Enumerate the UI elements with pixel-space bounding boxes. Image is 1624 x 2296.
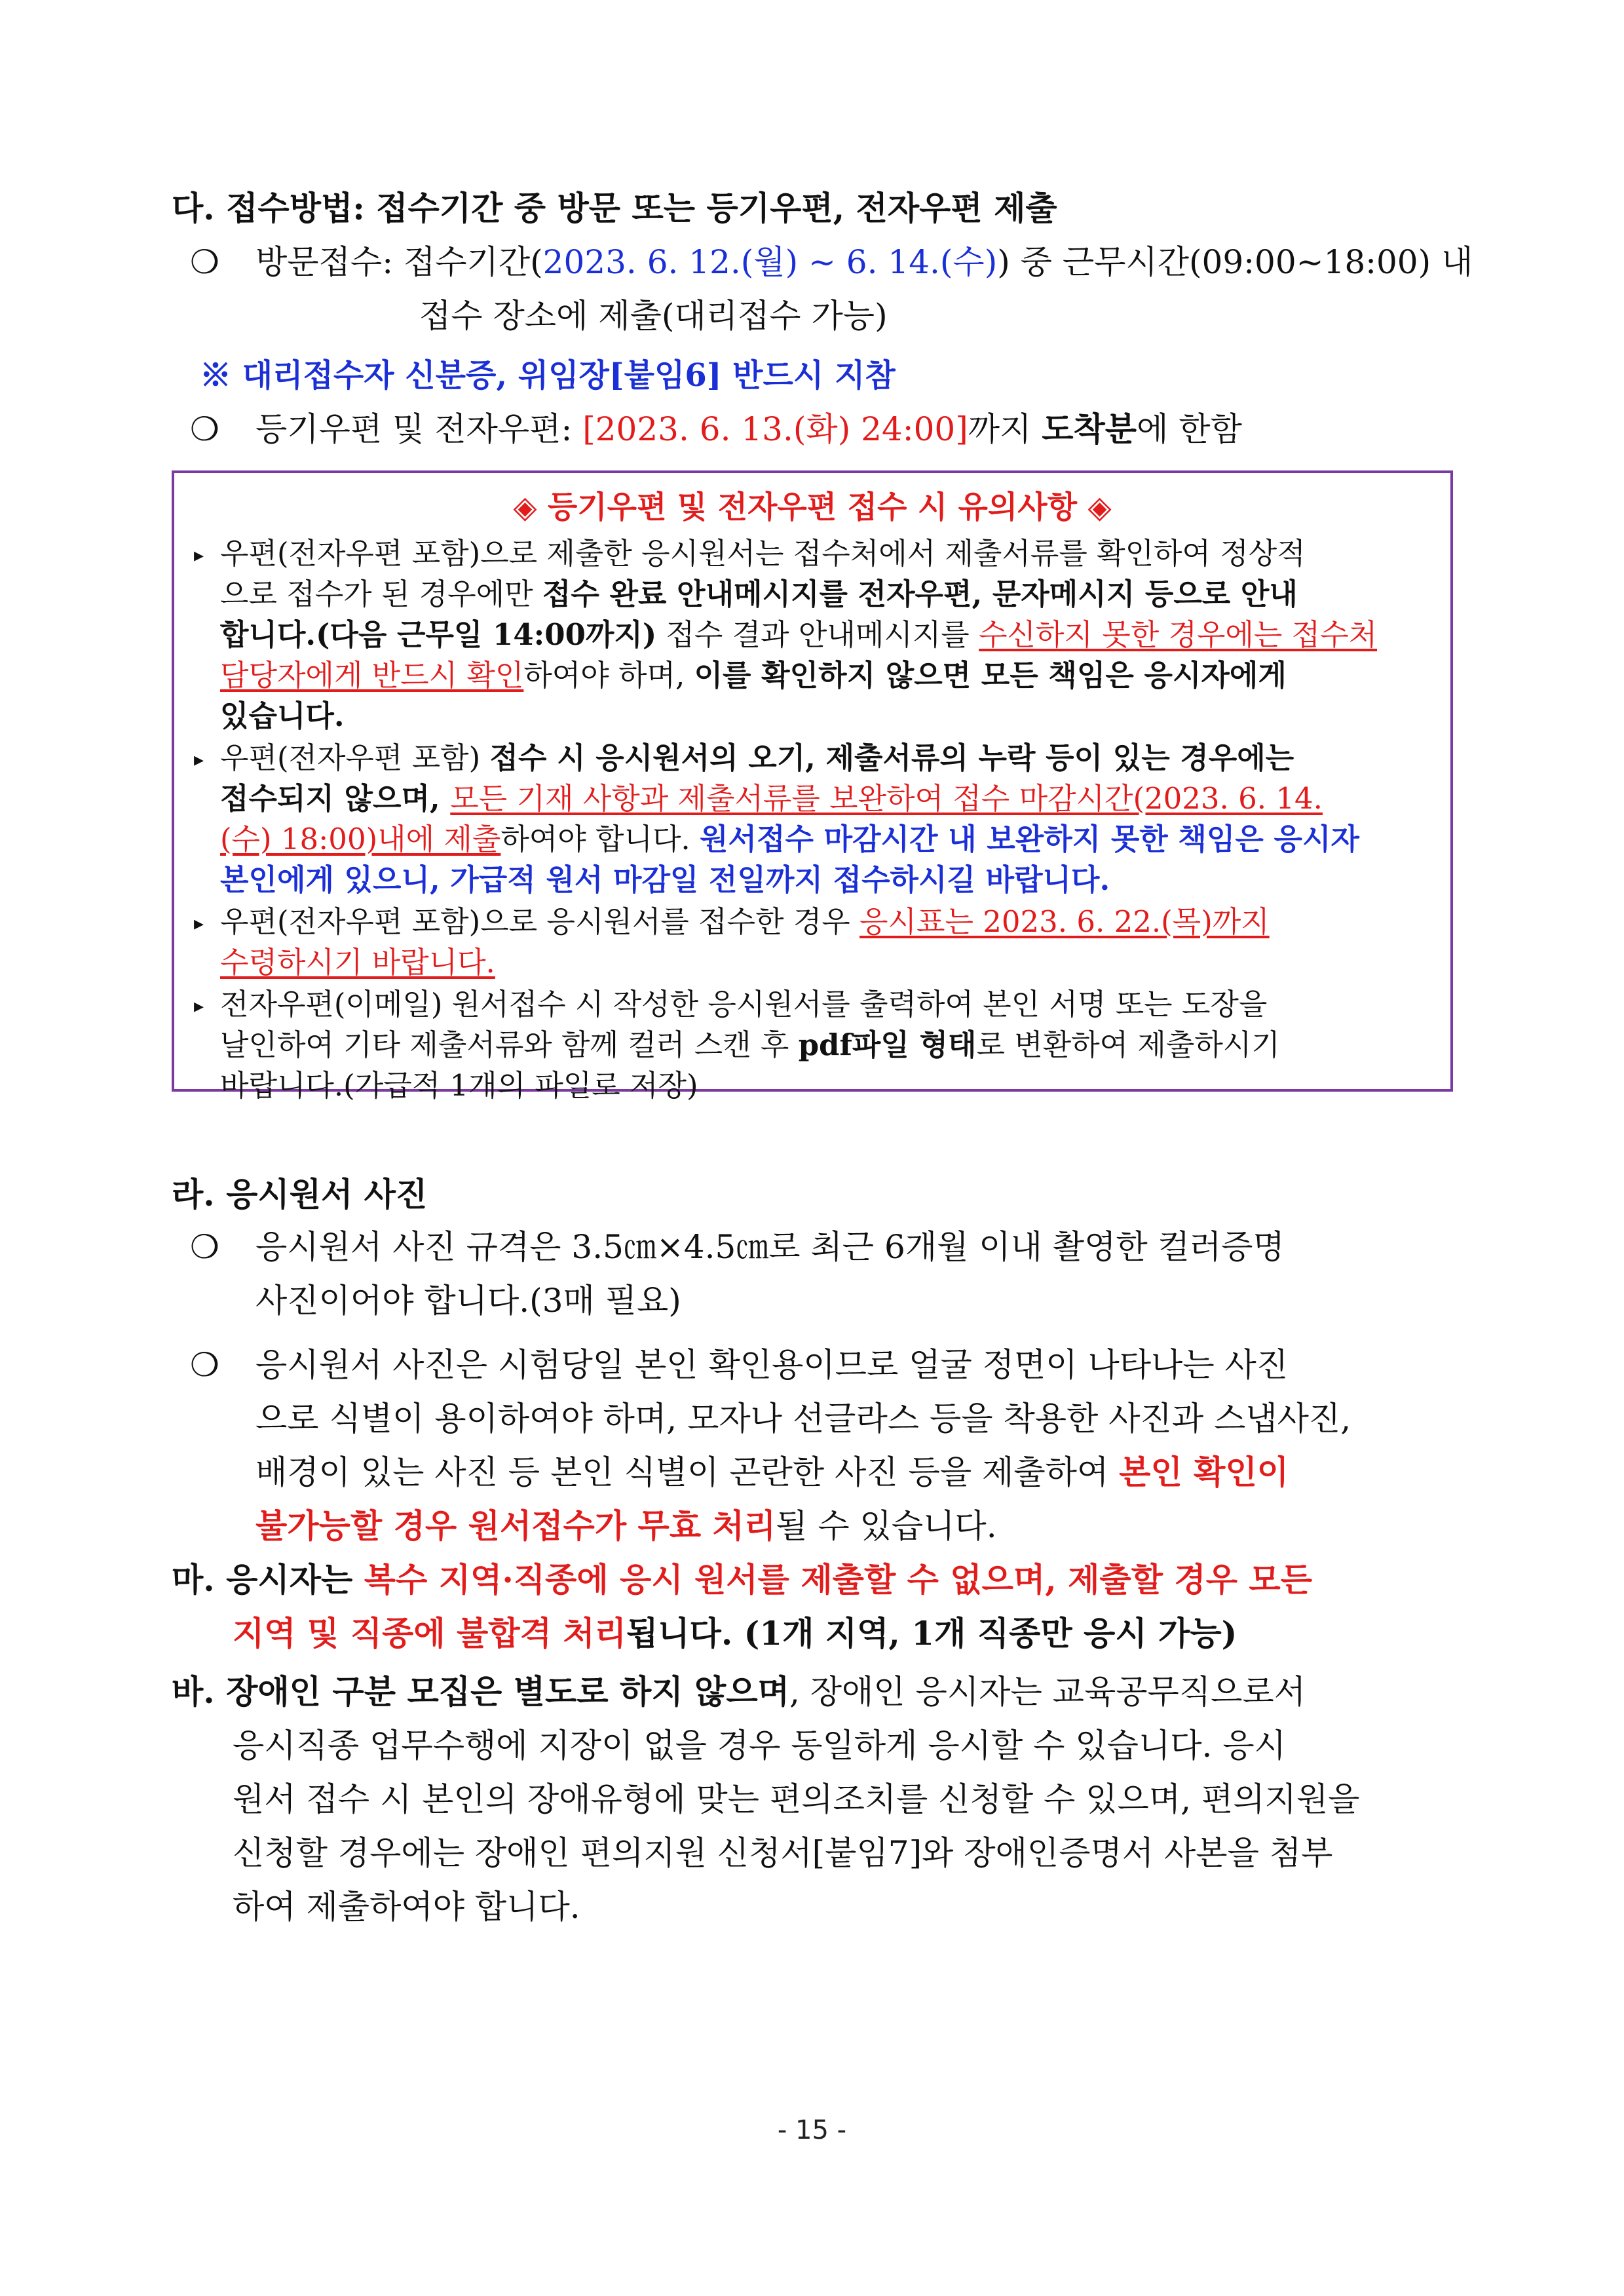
notice-item3-l1 <box>194 902 1270 944</box>
section-ba-line2: 응시직종 업무수행에 지장이 없을 경우 동일하게 응시할 수 있습니다. 응시 <box>233 1727 1286 1765</box>
section-da-title: 다. 접수방법: 접수기간 중 방문 또는 등기우편, 전자우편 제출 <box>172 189 1057 227</box>
visit-label: 방문접수: 접수기간( <box>255 243 543 281</box>
text-bold: 바. <box>172 1672 227 1711</box>
photo-id-line2: 으로 식별이 용이하여야 하며, 모자나 선글라스 등을 착용한 사진과 스냅사진, <box>255 1400 1351 1438</box>
notice-item4-l1 <box>194 984 1267 1027</box>
notice-item1-l1 <box>194 533 1306 576</box>
text-red: 수신하지 못한 경우에는 접수처 <box>979 617 1378 652</box>
text-red: 본인 확인이 <box>1119 1453 1289 1491</box>
mail-label: 등기우편 및 전자우편: <box>255 410 583 448</box>
text: , 장애인 응시자는 교육공무직으로서 <box>789 1673 1306 1711</box>
notice-item4-l3: 바랍니다.(가급적 1개의 파일로 저장) <box>220 1068 698 1103</box>
photo-id-line3 <box>255 1449 1289 1495</box>
photo-id-line4 <box>255 1503 997 1549</box>
text-bold: 됩니다. (1개 지역, 1개 직종만 응시 가능) <box>626 1614 1237 1653</box>
notice-item2-l3 <box>194 819 1359 860</box>
section-ba-line1 <box>172 1669 1306 1715</box>
text: 하여야 하며, <box>523 658 694 693</box>
triangle-bullet-icon: ▸ <box>194 544 204 567</box>
photo-spec-line2: 사진이어야 합니다.(3매 필요) <box>255 1282 681 1320</box>
text-bold: pdf파일 형태 <box>798 1027 977 1062</box>
text-bold: 접수 완료 안내메시지를 전자우편, 문자메시지 등으로 안내 <box>542 577 1298 611</box>
text-red: 지역 및 직종에 불합격 처리 <box>233 1614 626 1653</box>
text-bold: 이를 확인하지 않으면 모든 책임은 응시자에게 <box>694 658 1287 693</box>
notice-item1-l5: 있습니다. <box>220 698 345 733</box>
mail-deadline: [2023. 6. 13.(화) 24:00] <box>582 410 968 448</box>
text-red: 담당자에게 반드시 확인 <box>220 658 524 693</box>
text-bold: 장애인 구분 모집은 별도로 하지 않으며 <box>226 1672 789 1711</box>
circle-bullet-icon: ❍ <box>190 243 219 281</box>
text: 우편(전자우편 포함)으로 응시원서를 접수한 경우 <box>220 904 860 939</box>
notice-item2-l1 <box>194 738 1294 780</box>
notice-item3-l2: 수령하시기 바랍니다. <box>220 945 495 980</box>
text: 전자우편(이메일) 원서접수 시 작성한 응시원서를 출력하여 본인 서명 또는 도장을 <box>220 987 1268 1022</box>
visit-receipt-line <box>190 239 1473 285</box>
notice-item2-l2 <box>194 778 1323 819</box>
visit-period: 2023. 6. 12.(월) ~ 6. 14.(수) <box>542 243 998 281</box>
section-ba-line3: 원서 접수 시 본인의 장애유형에 맞는 편의조치를 신청할 수 있으며, 편의지원을 <box>233 1780 1360 1818</box>
triangle-bullet-icon: ▸ <box>194 748 204 771</box>
page-number: - 15 - <box>777 2115 847 2145</box>
notice-item1-l3 <box>194 615 1377 655</box>
circle-bullet-icon: ❍ <box>190 410 219 448</box>
mail-receipt-line <box>190 406 1242 452</box>
text: 응시원서 사진 규격은 3.5㎝×4.5㎝로 최근 6개월 이내 촬영한 컬러증명 <box>255 1228 1285 1266</box>
mail-arrival: 도착분 <box>1042 410 1137 448</box>
section-ma-line1 <box>172 1557 1312 1603</box>
section-ba-line4: 신청할 경우에는 장애인 편의지원 신청서[붙임7]와 장애인증명서 사본을 첨부 <box>233 1834 1333 1872</box>
text-bold: 합니다.(다음 근무일 14:00까지) <box>220 617 657 652</box>
text-red: 모든 기재 사항과 제출서류를 보완하여 접수 마감시간(2023. 6. 14. <box>450 781 1323 816</box>
notice-item1-l4 <box>194 655 1287 696</box>
text-bold: 접수 시 응시원서의 오기, 제출서류의 누락 등이 있는 경우에는 <box>489 740 1294 775</box>
visit-after: ) 중 근무시간(09:00~18:00) 내 <box>997 243 1473 281</box>
text: 으로 접수가 된 경우에만 <box>220 577 542 611</box>
text-red: 응시표는 2023. 6. 22.(목)까지 <box>859 904 1270 939</box>
text: 우편(전자우편 포함) <box>220 740 490 775</box>
circle-bullet-icon: ❍ <box>190 1228 219 1266</box>
circle-bullet-icon: ❍ <box>190 1346 219 1384</box>
text: 로 변환하여 제출하시기 <box>976 1027 1280 1062</box>
text-red: 복수 지역·직종에 응시 원서를 제출할 수 없으며, 제출할 경우 모든 <box>364 1560 1313 1599</box>
text-red: (수) 18:00)내에 제출 <box>220 822 501 856</box>
notice-box <box>172 470 1453 1103</box>
section-ra-title: 라. 응시원서 사진 <box>172 1175 428 1214</box>
text: 배경이 있는 사진 등 본인 식별이 곤란한 사진 등을 제출하여 <box>255 1453 1120 1491</box>
text-bold: 마. 응시자는 <box>172 1560 364 1599</box>
text-red: 불가능할 경우 원서접수가 무효 처리 <box>255 1506 776 1545</box>
section-ba-line5: 하여 제출하여야 합니다. <box>233 1888 580 1926</box>
text-blue: 원서접수 마감시간 내 보완하지 못한 책임은 응시자 <box>700 822 1359 856</box>
notice-item4-l2 <box>194 1025 1280 1065</box>
triangle-bullet-icon: ▸ <box>194 995 204 1018</box>
text: 응시원서 사진은 시험당일 본인 확인용이므로 얼굴 정면이 나타나는 사진 <box>255 1346 1289 1384</box>
text-bold: 접수되지 않으며, <box>220 781 451 816</box>
notice-item1-l2 <box>194 574 1298 615</box>
notice-item2-l4: 본인에게 있으니, 가급적 원서 마감일 전일까지 접수하시길 바랍니다. <box>220 862 1110 897</box>
text: 날인하여 기타 제출서류와 함께 컬러 스캔 후 <box>220 1027 799 1062</box>
mail-mid: 까지 <box>968 410 1042 448</box>
photo-spec-line <box>190 1224 1285 1270</box>
notice-item1-text: 우편(전자우편 포함)으로 제출한 응시원서는 접수처에서 제출서류를 확인하여 정상적 <box>220 536 1306 571</box>
mail-end: 에 한함 <box>1137 410 1242 448</box>
text: 될 수 있습니다. <box>776 1507 997 1545</box>
triangle-bullet-icon: ▸ <box>194 912 204 935</box>
notice-title: ◈ 등기우편 및 전자우편 접수 시 유의사항 ◈ <box>513 489 1112 526</box>
photo-id-line <box>190 1342 1288 1388</box>
proxy-note: ※ 대리접수자 신분증, 위임장[붙임6] 반드시 지참 <box>200 357 896 394</box>
section-ma-line2 <box>233 1611 1237 1656</box>
text: 하여야 합니다. <box>500 822 700 856</box>
visit-receipt-line2: 접수 장소에 제출(대리접수 가능) <box>419 297 888 335</box>
text: 접수 결과 안내메시지를 <box>656 617 979 652</box>
